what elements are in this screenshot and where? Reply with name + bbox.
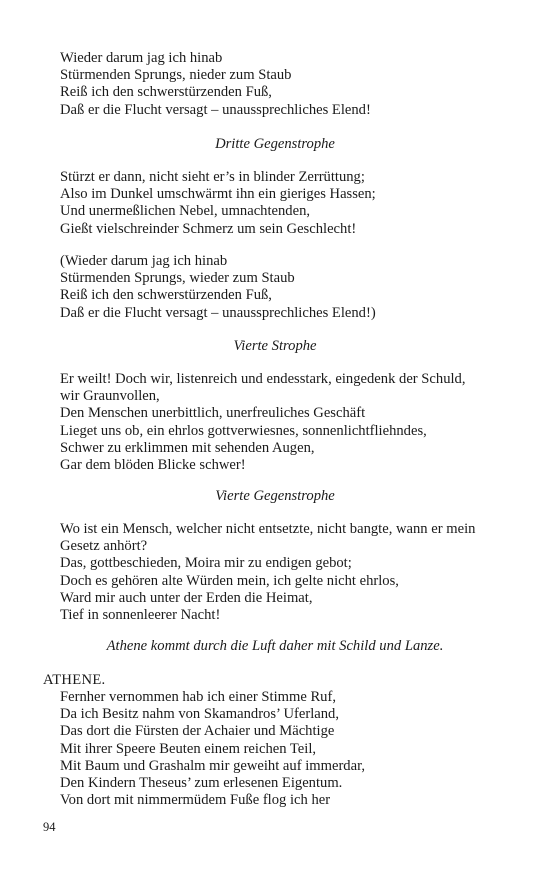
stanza-3 bbox=[60, 253, 530, 322]
page-number: 94 bbox=[43, 820, 56, 834]
verse-line: Wo ist ein Mensch, welcher nicht entsetzte, nicht bangte, wann er mein bbox=[60, 521, 476, 537]
speaker-name: ATHENE. bbox=[43, 672, 106, 688]
verse-line: (Wieder darum jag ich hinab bbox=[60, 253, 228, 269]
stanza-4 bbox=[60, 371, 530, 474]
verse-line: Doch es gehören alte Würden mein, ich gelte nicht ehrlos, bbox=[60, 572, 399, 589]
section-heading: Vierte Strophe bbox=[233, 338, 317, 354]
speech bbox=[60, 689, 530, 809]
verse-line: Stürzt er dann, nicht sieht er’s in blinder Zerrüttung; bbox=[60, 169, 365, 185]
verse-line: Da ich Besitz nahm von Skamandros’ Uferland, bbox=[60, 706, 339, 723]
verse-line: Stürmenden Sprungs, wieder zum Staub bbox=[60, 270, 295, 287]
verse-line: Mit Baum und Grashalm mir geweiht auf immerdar, bbox=[60, 757, 366, 774]
verse-line: Wieder darum jag ich hinab bbox=[60, 50, 223, 66]
verse-line: Daß er die Flucht versagt – unaussprechliches Elend!) bbox=[60, 304, 376, 321]
verse-line: Mit ihrer Speere Beuten einem reichen Teil, bbox=[60, 740, 317, 757]
verse-line: Gesetz anhört? bbox=[60, 538, 148, 555]
verse-line: Von dort mit nimmermüdem Fuße flog ich her bbox=[60, 792, 331, 809]
verse-line: Reiß ich den schwerstürzenden Fuß, bbox=[60, 287, 272, 304]
verse-line: Reiß ich den schwerstürzenden Fuß, bbox=[60, 84, 272, 101]
stanza-2 bbox=[60, 169, 530, 238]
verse-line: Tief in sonnenleerer Nacht! bbox=[60, 607, 221, 624]
verse-line: Lieget uns ob, ein ehrlos gottverwiesnes, sonnenlichtfliehndes, bbox=[60, 422, 427, 439]
stanza-5 bbox=[60, 521, 530, 624]
verse-line: Daß er die Flucht versagt – unaussprechliches Elend! bbox=[60, 101, 371, 118]
verse-line: Also im Dunkel umschwärmt ihn ein gieriges Hassen; bbox=[60, 186, 376, 203]
verse-line: Fernher vernommen hab ich einer Stimme Ruf, bbox=[60, 689, 336, 705]
verse-line: Das dort die Fürsten der Achaier und Mächtige bbox=[60, 723, 335, 740]
verse-line: Das, gottbeschieden, Moira mir zu endigen gebot; bbox=[60, 555, 352, 572]
verse-line: Gar dem blöden Blicke schwer! bbox=[60, 457, 246, 474]
verse-line: Und unermeßlichen Nebel, umnachtenden, bbox=[60, 203, 311, 220]
verse-line: Ward mir auch unter der Erden die Heimat, bbox=[60, 589, 313, 606]
verse-line: Stürmenden Sprungs, nieder zum Staub bbox=[60, 67, 292, 84]
stanza-1 bbox=[60, 50, 530, 119]
stage-direction: Athene kommt durch die Luft daher mit Schild und Lanze. bbox=[106, 638, 444, 654]
verse-line: wir Graunvollen, bbox=[60, 388, 160, 405]
section-heading: Dritte Gegenstrophe bbox=[215, 136, 335, 152]
section-heading: Vierte Gegenstrophe bbox=[215, 488, 335, 504]
verse-line: Er weilt! Doch wir, listenreich und endesstark, eingedenk der Schuld, bbox=[60, 371, 466, 387]
verse-line: Den Kindern Theseus’ zum erlesenen Eigentum. bbox=[60, 775, 343, 792]
verse-line: Den Menschen unerbittlich, unerfreuliches Geschäft bbox=[60, 405, 366, 422]
verse-line: Gießt vielschreinder Schmerz um sein Geschlecht! bbox=[60, 220, 357, 237]
verse-line: Schwer zu erklimmen mit sehenden Augen, bbox=[60, 439, 315, 456]
